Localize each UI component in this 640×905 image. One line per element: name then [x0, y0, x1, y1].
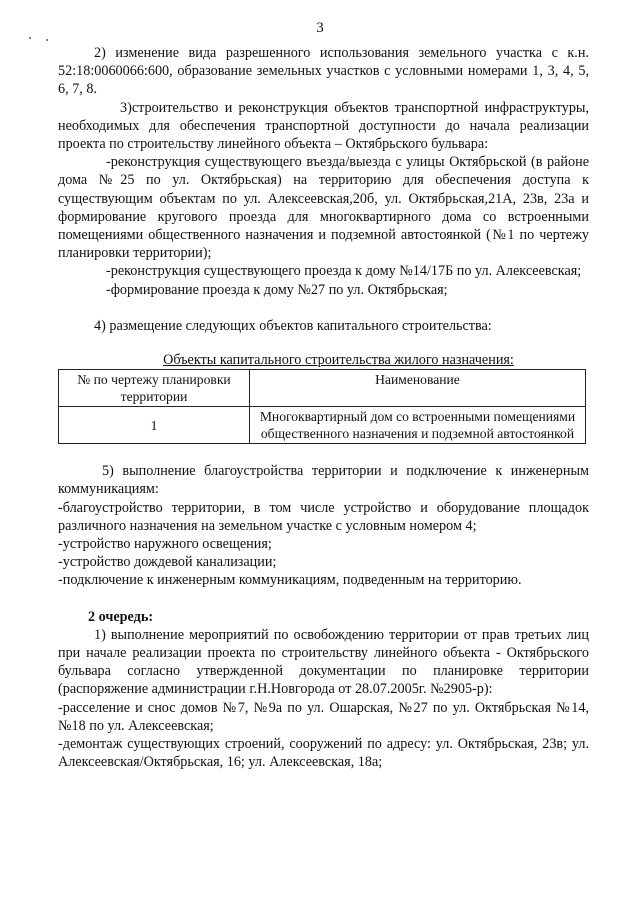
paragraph-passage-formation: -формирование проезда к дому №27 по ул. Октябрьская;: [106, 281, 448, 298]
spacer: [58, 444, 589, 462]
table-header-row: [59, 370, 586, 407]
column-header-number: № по чертежу планировки территории: [59, 370, 250, 407]
paragraph-transport-infrastructure: 3)строительство и реконструкция объектов транспортной инфраструктуры, необходимых для обеспечения транспортной доступности до начала реализации проекта по строительству линейного объекта – Октябрьского бульвара:: [58, 99, 589, 153]
table-cell-number: 1: [59, 407, 250, 444]
list-item-landscaping: -благоустройство территории, в том числе устройство и оборудование площадок различного назначения на земельном участке с условным номером 4;: [58, 499, 589, 534]
list-item-utilities: -подключение к инженерным коммуникациям, подведенным на территорию.: [58, 572, 522, 589]
list-item-lighting: -устройство наружного освещения;: [58, 536, 272, 553]
list-item-drainage: -устройство дождевой канализации;: [58, 554, 277, 571]
page-number: 3: [316, 20, 324, 36]
paragraph-entrance-reconstruction: -реконструкция существующего въезда/выезда с улицы Октябрьской (в районе дома №25 по ул. Октябрьская) на территорию для обеспечения доступа к существующим объектам по ул. Алексеевская,20б, ул. Октябрьская,21А, 23в, 23а и формирование кругового проезда для многоквартирного дома со встроенными помещениями общественного назначения и подземной автостоянкой (№1 по чертежу планировки территории);: [58, 154, 589, 262]
objects-table: [58, 369, 586, 444]
list-item-demolition: -демонтаж существующих строений, сооружений по адресу: ул. Октябрьская, 23в; ул. Алексеевская/Октябрьская, 16; ул. Алексеевская, 18а;: [58, 736, 589, 771]
paragraph-passage-reconstruction: -реконструкция существующего проезда к дому №14/17Б по ул. Алексеевская;: [106, 263, 582, 280]
paragraph-land-use-change: 2) изменение вида разрешенного использования земельного участка с к.н. 52:18:0060066:600, образование земельных участков с условными номерами 1, 3, 4, 5, 6, 7, 8.: [58, 45, 589, 98]
section-heading: 2 очередь:: [88, 608, 154, 625]
table-row: [59, 407, 586, 444]
spacer: [58, 590, 589, 608]
list-item-resettlement: -расселение и снос домов №7, №9а по ул. Ошарская, №27 по ул. Октябрьская №14, №18 по ул. Алексеевская;: [58, 699, 589, 734]
scan-speck: [46, 39, 48, 41]
paragraph-capital-objects: 4) размещение следующих объектов капитального строительства:: [94, 317, 492, 334]
spacer: [58, 299, 589, 317]
document-body: [58, 44, 589, 772]
column-header-name: Наименование: [250, 370, 586, 407]
paragraph-landscaping: 5) выполнение благоустройства территории и подключение к инженерным коммуникациям:: [58, 463, 589, 498]
table-cell-name: Многоквартирный дом со встроенными помещениями общественного назначения и подземной автостоянкой: [250, 407, 586, 444]
scan-speck: [29, 37, 31, 39]
table-caption: Объекты капитального строительства жилого назначения:: [163, 352, 514, 369]
paragraph-territory-release: 1) выполнение мероприятий по освобождению территории от прав третьих лиц при начале реализации проекта по строительству линейного объекта - Октябрьского бульвара согласно утвержденной документации по планировке территории (распоряжение администрации г.Н.Новгорода от 28.07.2005г. №2905-р):: [58, 626, 589, 698]
